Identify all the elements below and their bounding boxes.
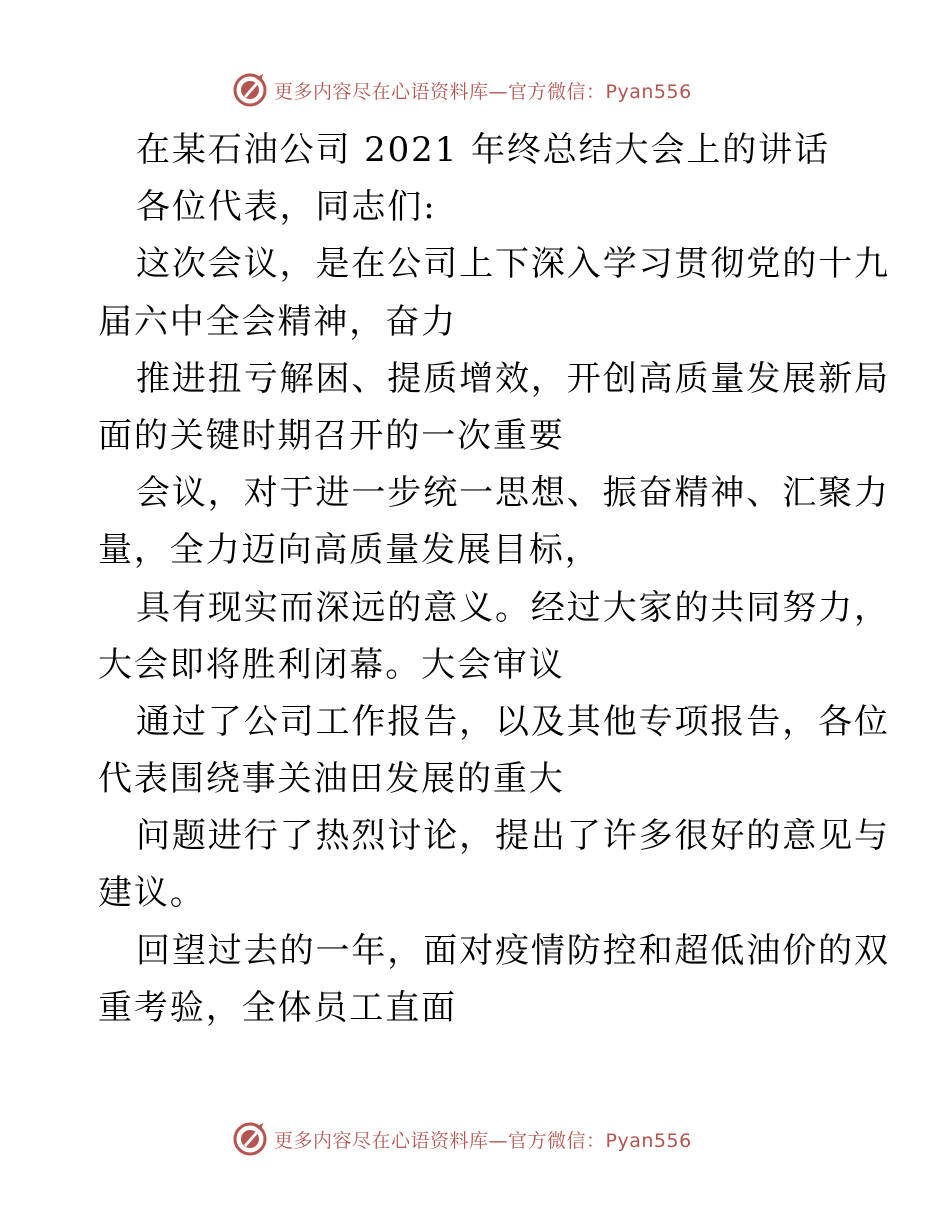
body-line: 回望过去的一年，面对疫情防控和超低油价的双: [136, 930, 890, 971]
body-line: 具有现实而深远的意义。经过大家的共同努力，: [136, 587, 890, 628]
body-line: 问题进行了热烈讨论，提出了许多很好的意见与: [136, 816, 890, 857]
body-line: 大会即将胜利闭幕。大会审议: [98, 644, 565, 685]
greeting: 各位代表，同志们:: [136, 187, 437, 228]
header-watermark: [232, 70, 692, 110]
quill-seal-icon: [232, 72, 268, 108]
body-line: 这次会议，是在公司上下深入学习贯彻党的十九: [136, 244, 890, 285]
body-line: 量，全力迈向高质量发展目标，: [98, 530, 601, 571]
footer-watermark: [232, 1119, 692, 1159]
body-line: 重考验，全体员工直面: [98, 987, 457, 1028]
watermark-text: 更多内容尽在心语资料库—官方微信：Pyan556: [274, 80, 692, 103]
body-line: 面的关键时期召开的一次重要: [98, 415, 565, 456]
document-title: 在某石油公司 2021 年终总结大会上的讲话: [136, 130, 830, 170]
body-line: 建议。: [98, 873, 206, 914]
body-line: 会议，对于进一步统一思想、振奋精神、汇聚力: [136, 473, 890, 514]
body-line: 推进扭亏解困、提质增效，开创高质量发展新局: [136, 358, 890, 399]
body-line: 代表围绕事关油田发展的重大: [98, 759, 565, 800]
body-line: 届六中全会精神，奋力: [98, 301, 457, 342]
document-body: [98, 122, 890, 1037]
body-line: 通过了公司工作报告，以及其他专项报告，各位: [136, 701, 890, 742]
watermark-text: 更多内容尽在心语资料库—官方微信：Pyan556: [274, 1129, 692, 1152]
quill-seal-icon: [232, 1121, 268, 1157]
